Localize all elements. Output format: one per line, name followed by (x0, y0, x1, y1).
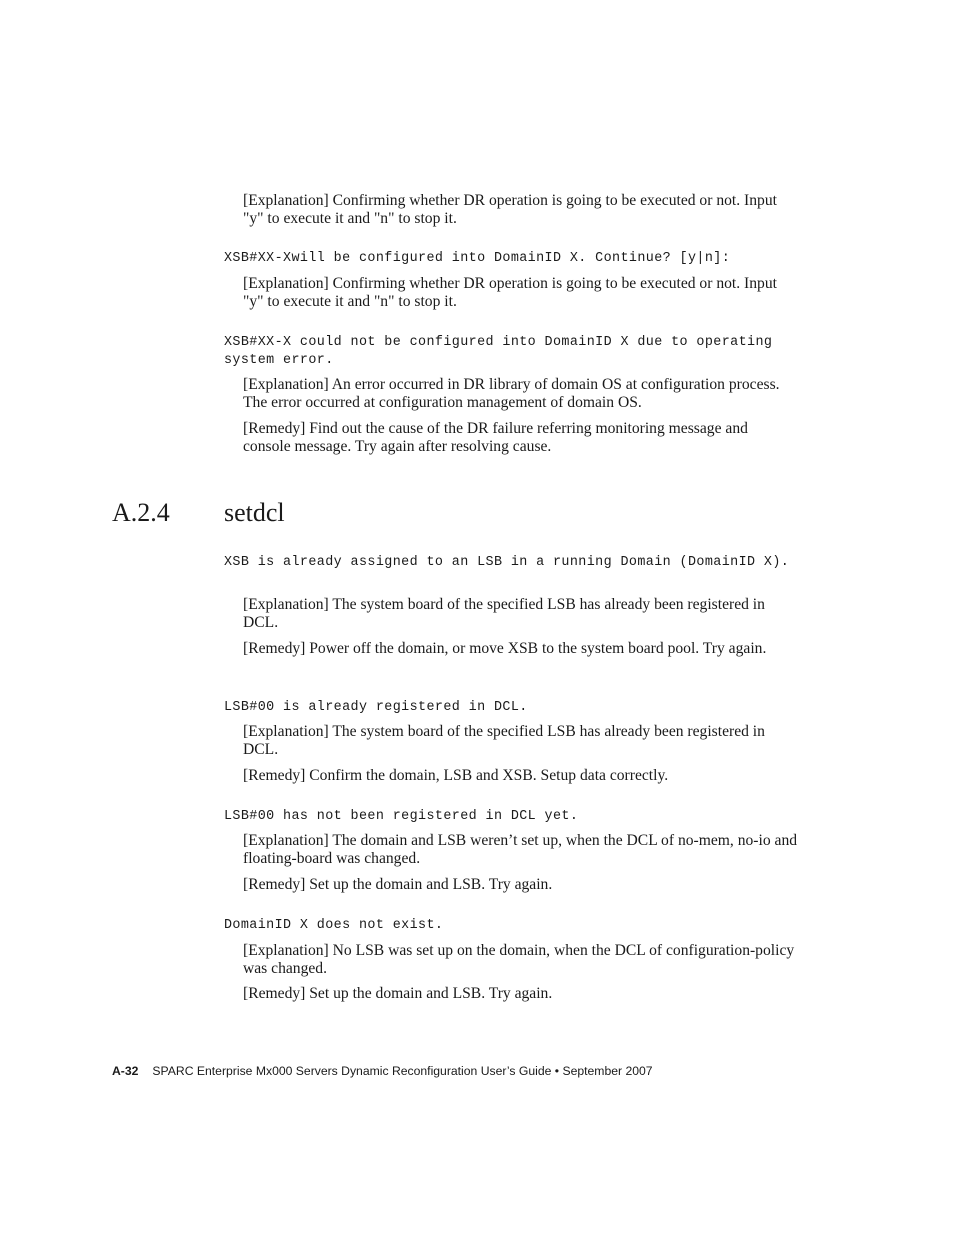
explanation-text: [Explanation] No LSB was set up on the domain, when the DCL of configuration-policy was changed. (243, 942, 795, 977)
system-message: DomainID X does not exist. (224, 918, 444, 933)
section-title: setdcl (224, 498, 285, 527)
remedy-text: [Remedy] Confirm the domain, LSB and XSB. Setup data correctly. (243, 767, 669, 784)
explanation-text: [Explanation] The system board of the specified LSB has already been registered in DCL. (243, 723, 765, 758)
footer-page-number: A-32 (112, 1064, 139, 1078)
system-message: XSB is already assigned to an LSB in a running Domain (DomainID X). (224, 555, 790, 570)
explanation-text: [Explanation] Confirming whether DR operation is going to be executed or not. Input "y" to execute it and "n" to stop it. (243, 192, 777, 227)
explanation-text: [Explanation] The system board of the specified LSB has already been registered in DCL. (243, 596, 765, 631)
remedy-text: [Remedy] Find out the cause of the DR failure referring monitoring message and console message. Try again after resolving cause. (243, 420, 748, 455)
footer-title: SPARC Enterprise Mx000 Servers Dynamic Reconfiguration User’s Guide (152, 1064, 552, 1078)
footer-date: September 2007 (562, 1064, 653, 1078)
system-message: LSB#00 is already registered in DCL. (224, 700, 528, 715)
explanation-text: [Explanation] An error occurred in DR library of domain OS at configuration process. The error occurred at configuration management of domain OS. (243, 376, 780, 411)
system-message: LSB#00 has not been registered in DCL yet. (224, 809, 579, 824)
system-message: XSB#XX-X could not be configured into DomainID X due to operating system error. (224, 335, 781, 368)
page-footer (112, 1063, 653, 1079)
remedy-text: [Remedy] Set up the domain and LSB. Try again. (243, 985, 553, 1002)
remedy-text: [Remedy] Set up the domain and LSB. Try again. (243, 876, 553, 893)
section-number: A.2.4 (112, 498, 170, 527)
explanation-text: [Explanation] Confirming whether DR operation is going to be executed or not. Input "y" to execute it and "n" to stop it. (243, 275, 777, 310)
system-message: XSB#XX-Xwill be configured into DomainID X. Continue? [y|n]: (224, 251, 731, 266)
footer-separator: • (554, 1064, 560, 1078)
remedy-text: [Remedy] Power off the domain, or move XSB to the system board pool. Try again. (243, 640, 767, 657)
explanation-text: [Explanation] The domain and LSB weren’t set up, when the DCL of no-mem, no-io and floating-board was changed. (243, 832, 798, 867)
